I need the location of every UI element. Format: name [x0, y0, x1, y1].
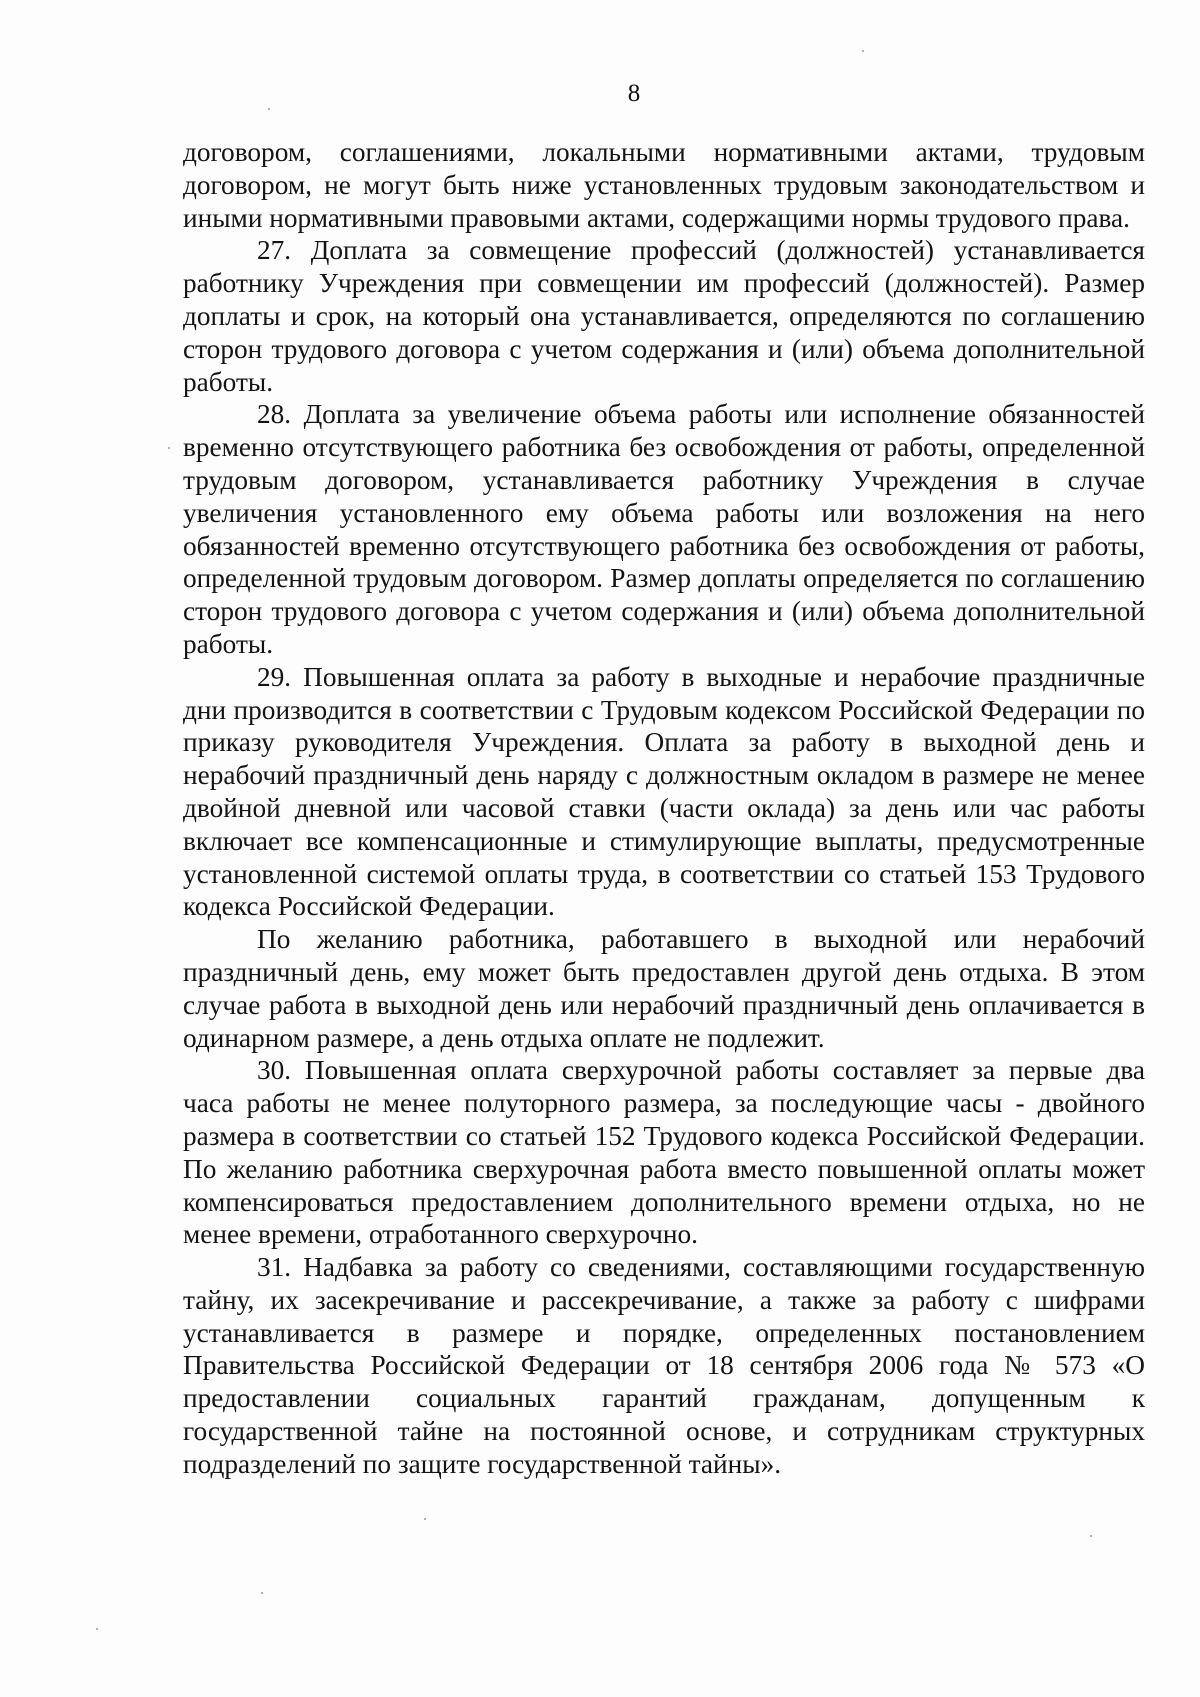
scan-speck: [261, 1592, 263, 1594]
scan-speck: [424, 1518, 426, 1520]
paragraph-item-31: 31. Надбавка за работу со сведениями, составляющими государственную тайну, их засекречивание и рассекречивание, а также за работу с шифрами устанавливается в размере и порядке, определенных постановлением Правительства Российской Федерации от 18 сентября 2006 года № 573 «О предоставлении социальных гарантий гражданам, допущенным к государственной тайне на постоянной основе, и сотрудникам структурных подразделений по защите государственной тайны».: [183, 1252, 1145, 1479]
scan-speck: [268, 108, 270, 110]
scan-speck: [862, 50, 864, 52]
paragraph-item-29-continuation: По желанию работника, работавшего в выходной или нерабочий праздничный день, ему может быть предоставлен другой день отдыха. В этом случае работа в выходной день или нерабочий праздничный день оплачивается в одинарном размере, а день отдыха оплате не подлежит.: [183, 924, 1145, 1053]
scan-speck: [168, 447, 170, 449]
scan-speck: [96, 1628, 98, 1630]
paragraph-item-29: 29. Повышенная оплата за работу в выходные и нерабочие праздничные дни производится в соответствии с Трудовым кодексом Российской Федерации по приказу руководителя Учреждения. Оплата за работу в выходной день и нерабочий праздничный день наряду с должностным окладом в размере не менее двойной дневной или часовой ставки (части оклада) за день или час работы включает все компенсационные и стимулирующие выплаты, предусмотренные установленной системой оплаты труда, в соответствии со статьей 153 Трудового кодекса Российской Федерации.: [183, 661, 1145, 922]
paragraph-item-30: 30. Повышенная оплата сверхурочной работы составляет за первые два часа работы не менее полуторного размера, за последующие часы - двойного размера в соответствии со статьей 152 Трудового кодекса Российской Федерации. По желанию работника сверхурочная работа вместо повышенной оплаты может компенсироваться предоставлением дополнительного времени отдыха, но не менее времени, отработанного сверхурочно.: [183, 1055, 1145, 1250]
scan-speck: [1090, 1535, 1092, 1537]
paragraph-item-27: 27. Доплата за совмещение профессий (должностей) устанавливается работнику Учреждения при совмещении им профессий (должностей). Размер доплаты и срок, на который она устанавливается, определяются по соглашению сторон трудового договора с учетом содержания и (или) объема дополнительной работы.: [183, 235, 1145, 397]
page-number: 8: [627, 80, 641, 107]
paragraph-item-28: 28. Доплата за увеличение объема работы или исполнение обязанностей временно отсутствующего работника без освобождения от работы, определенной трудовым договором, устанавливается работнику Учреждения в случае увеличения установленного ему объема работы или возложения на него обязанностей временно отсутствующего работника без освобождения от работы, определенной трудовым договором. Размер доплаты определяется по соглашению сторон трудового договора с учетом содержания и (или) объема дополнительной работы.: [183, 399, 1145, 659]
paragraph-continuation: договором, соглашениями, локальными нормативными актами, трудовым договором, не могут быть ниже установленных трудовым законодательством и иными нормативными правовыми актами, содержащими нормы трудового права.: [183, 137, 1145, 233]
document-body: [183, 136, 1145, 1481]
